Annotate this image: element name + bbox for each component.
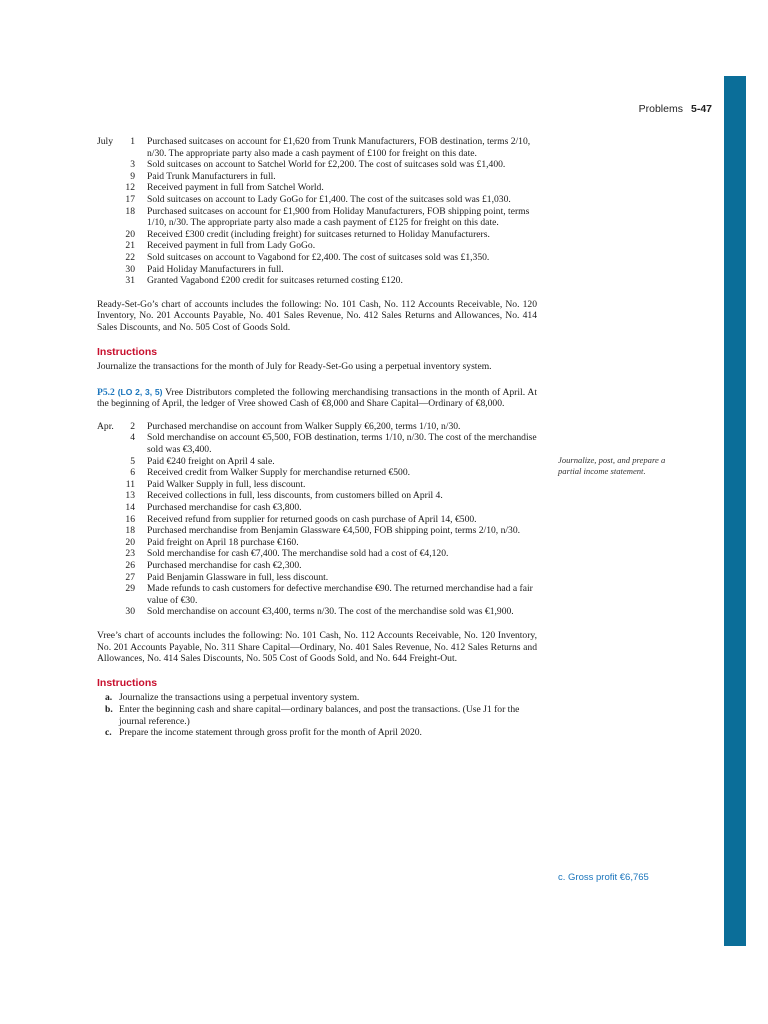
instruction-text: Journalize the transactions using a perpetual inventory system. [119,692,360,704]
transaction-item [97,432,537,455]
transaction-day: 9 [130,170,135,182]
instruction-text: Enter the beginning cash and share capital—ordinary balances, and post the transactions. (Use J1 for the journal reference.) [119,703,520,727]
problem-intro-text: Vree Distributors completed the following merchandising transactions in the month of April. At the beginning of April, the ledger of Vree showed Cash of €8,000 and Share Capital—Ordinary of €8,000. [97,386,537,410]
transaction-day: 16 [125,513,135,525]
transaction-day: 13 [125,490,135,502]
transaction-text: Received £300 credit (including freight) for suitcases returned to Holiday Manufacturers. [147,228,490,240]
transaction-day: 1 [130,136,135,147]
page-number: 5-47 [690,103,712,115]
transaction-item [97,572,537,584]
transaction-day: 4 [130,432,135,444]
section-title: Problems [638,103,683,115]
transaction-item [97,229,537,241]
transaction-day: 20 [125,228,135,240]
transaction-day: 5 [130,455,135,467]
transaction-day: 6 [130,467,135,479]
transaction-item [97,252,537,264]
transaction-item [97,171,537,183]
problem-p5-2-intro [97,387,537,410]
transaction-day: 12 [125,182,135,194]
transaction-day: 11 [125,478,135,490]
learning-objectives: (LO 2, 3, 5) [117,386,163,397]
transaction-day: 14 [125,502,135,514]
transaction-item [97,240,537,252]
transaction-text: Paid Walker Supply in full, less discount. [147,478,306,490]
transaction-item [97,182,537,194]
transaction-text: Paid €240 freight on April 4 sale. [147,455,275,467]
transaction-day: 20 [125,536,135,548]
transaction-day: 3 [130,159,135,171]
transaction-month: July [97,136,113,147]
running-head [639,103,712,115]
transaction-item [97,421,537,433]
transaction-text: Granted Vagabond £200 credit for suitcases returned costing £120. [147,275,403,287]
transaction-day: 23 [125,548,135,560]
transaction-item [97,525,537,537]
transaction-text: Purchased merchandise on account from Walker Supply €6,200, terms 1/10, n/30. [147,420,461,432]
transaction-day: 17 [125,193,135,205]
transaction-text: Purchased suitcases on account for £1,900 from Holiday Manufacturers, FOB shipping point, terms 1/10, n/30. The appropriate party also made a cash payment of £125 for freight on this date. [147,205,530,229]
transaction-list-april [97,421,537,618]
transaction-item [97,560,537,572]
transaction-text: Purchased merchandise from Benjamin Glassware €4,500, FOB shipping point, terms 2/10, n/30. [147,525,521,537]
transaction-text: Received refund from supplier for returned goods on cash purchase of April 14, €500. [147,513,477,525]
transaction-item [97,479,537,491]
transaction-text: Sold merchandise on account €5,500, FOB destination, terms 1/10, n/30. The cost of the merchandise sold was €3,400. [147,432,537,456]
transaction-item [97,136,537,159]
transaction-text: Received payment in full from Satchel World. [147,182,324,194]
transaction-day: 18 [125,205,135,217]
transaction-item [97,159,537,171]
transaction-text: Received collections in full, less discounts, from customers billed on April 4. [147,490,443,502]
transaction-text: Purchased suitcases on account for £1,620 from Trunk Manufacturers, FOB destination, terms 2/10, n/30. The appropriate party also made a cash payment of £100 for freight on this date. [147,136,531,159]
transaction-item [97,490,537,502]
instruction-item [97,704,537,727]
transaction-item [97,514,537,526]
main-content [97,136,537,739]
transaction-text: Made refunds to cash customers for defective merchandise €90. The returned merchandise had a fair value of €30. [147,583,533,606]
transaction-text: Paid freight on April 18 purchase €160. [147,536,299,548]
margin-note: Journalize, post, and prepare a partial income statement. [558,455,666,476]
transaction-list-july [97,136,537,287]
transaction-text: Sold suitcases on account to Lady GoGo for £1,400. The cost of the suitcases sold was £1,030. [147,193,511,205]
transaction-item [97,194,537,206]
transaction-item [97,502,537,514]
transaction-item [97,467,537,479]
transaction-item [97,264,537,276]
instructions-list [97,692,537,738]
transaction-item [97,606,537,618]
transaction-day: 30 [125,263,135,275]
transaction-day: 2 [130,420,135,432]
transaction-text: Paid Benjamin Glassware in full, less discount. [147,571,329,583]
transaction-text: Received payment in full from Lady GoGo. [147,240,316,252]
transaction-text: Received credit from Walker Supply for merchandise returned €500. [147,467,411,479]
transaction-item [97,548,537,560]
chart-of-accounts-paragraph: Ready-Set-Go’s chart of accounts includes the following: No. 101 Cash, No. 112 Accounts Receivable, No. 120 Inventory, No. 201 Accounts Payable, No. 401 Sales Revenue, No. 412 Sales Returns and Allowances, No. 414 Sales Discounts, and No. 505 Cost of Goods Sold. [97,298,537,333]
transaction-day: 27 [125,571,135,583]
chart-of-accounts-paragraph-2: Vree’s chart of accounts includes the following: No. 101 Cash, No. 112 Accounts Receivable, No. 120 Inventory, No. 201 Accounts Payable, No. 311 Share Capital—Ordinary, No. 401 Sales Revenue, No. 412 Sales Returns and Allowances, No. 414 Sales Discounts, No. 505 Cost of Goods Sold, and No. 644 Freight-Out. [97,629,537,665]
transaction-day: 22 [125,251,135,263]
instruction-letter: b. [105,703,113,715]
transaction-day: 30 [125,606,135,618]
transaction-item [97,583,537,606]
transaction-item [97,206,537,229]
transaction-text: Sold merchandise for cash €7,400. The merchandise sold had a cost of €4,120. [147,548,449,560]
transaction-text: Sold suitcases on account to Satchel World for £2,200. The cost of suitcases sold was £1,400. [147,159,506,171]
transaction-text: Sold merchandise on account €3,400, terms n/30. The cost of the merchandise sold was €1,900. [147,606,514,618]
instruction-item [97,692,537,704]
transaction-item [97,537,537,549]
transaction-day: 21 [125,240,135,252]
transaction-text: Paid Trunk Manufacturers in full. [147,170,276,182]
transaction-item [97,275,537,287]
instruction-text: Prepare the income statement through gross profit for the month of April 2020. [119,727,422,739]
transaction-text: Paid Holiday Manufacturers in full. [147,263,284,275]
page-edge-color-bar [724,76,746,946]
instructions-heading: Instructions [97,345,158,358]
transaction-day: 26 [125,560,135,571]
transaction-day: 31 [125,275,135,287]
instructions-text: Journalize the transactions for the month of July for Ready-Set-Go using a perpetual inventory system. [97,361,492,373]
transaction-day: 29 [125,583,135,595]
transaction-day: 18 [125,525,135,537]
transaction-text: Purchased merchandise for cash €3,800. [147,502,302,514]
transaction-text: Sold suitcases on account to Vagabond for £2,400. The cost of suitcases sold was £1,350. [147,251,490,263]
transaction-text: Purchased merchandise for cash €2,300. [147,560,302,571]
instruction-letter: a. [105,692,113,704]
instruction-letter: c. [105,727,112,739]
instructions-heading-2: Instructions [97,676,158,689]
problem-number: P5.2 [97,386,115,398]
instruction-item [97,727,537,739]
transaction-month: Apr. [97,420,114,432]
transaction-item [97,456,537,468]
answer-check-note: c. Gross profit €6,765 [558,872,649,883]
